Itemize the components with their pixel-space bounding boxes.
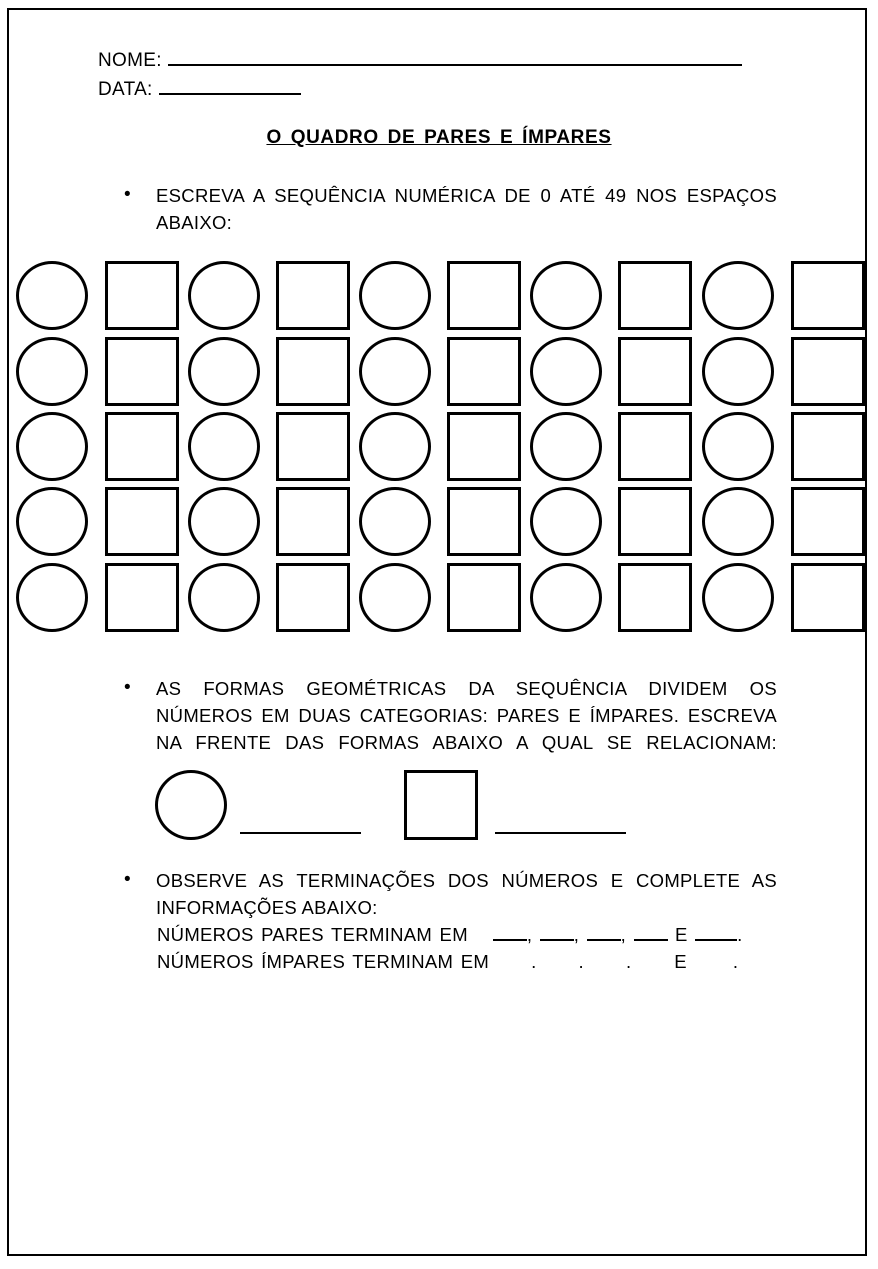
circle-answer-cell[interactable] <box>16 261 88 330</box>
square-answer-cell[interactable] <box>791 337 865 406</box>
odd-endings-label: NÚMEROS ÍMPARES TERMINAM EM <box>157 951 490 972</box>
name-input-line[interactable] <box>168 46 742 66</box>
even-blank-3[interactable] <box>587 923 621 941</box>
bullet-3: • <box>124 869 131 890</box>
instruction-2 <box>156 675 777 756</box>
square-answer-cell[interactable] <box>618 487 692 556</box>
square-answer-cell[interactable] <box>447 563 521 632</box>
circle-answer-cell[interactable] <box>359 487 431 556</box>
circle-answer-cell[interactable] <box>702 261 774 330</box>
square-answer-cell[interactable] <box>105 412 179 481</box>
square-answer-cell[interactable] <box>447 337 521 406</box>
square-answer-cell[interactable] <box>105 563 179 632</box>
square-answer-cell[interactable] <box>276 487 350 556</box>
instruction-3-line-1: OBSERVE AS TERMINAÇÕES DOS NÚMEROS E COMPLETE AS <box>156 870 777 891</box>
even-blank-1[interactable] <box>493 923 527 941</box>
name-field-row <box>98 46 742 72</box>
circle-answer-cell[interactable] <box>188 337 260 406</box>
square-answer-cell[interactable] <box>276 261 350 330</box>
odd-blank-4[interactable]: . <box>732 951 739 972</box>
square-answer-cell[interactable] <box>791 412 865 481</box>
square-answer-cell[interactable] <box>447 412 521 481</box>
circle-answer-cell[interactable] <box>530 487 602 556</box>
square-answer-cell[interactable] <box>447 487 521 556</box>
square-answer-blank[interactable] <box>495 830 626 834</box>
square-answer-cell[interactable] <box>618 261 692 330</box>
odd-blank-1[interactable]: . <box>531 951 537 972</box>
instruction-1 <box>156 182 777 236</box>
square-answer-cell[interactable] <box>618 337 692 406</box>
circle-answer-cell[interactable] <box>702 412 774 481</box>
comma: , <box>526 924 533 945</box>
instruction-1-line-1: ESCREVA A SEQUÊNCIA NUMÉRICA DE 0 ATÉ 49 NOS ESPAÇOS <box>156 185 777 206</box>
bullet-1: • <box>124 184 131 205</box>
square-answer-cell[interactable] <box>791 261 865 330</box>
circle-answer-cell[interactable] <box>188 487 260 556</box>
even-blank-5[interactable] <box>695 923 737 941</box>
instruction-2-line-3: NA FRENTE DAS FORMAS ABAIXO A QUAL SE RELACIONAM: <box>156 732 777 753</box>
comma: , <box>620 924 627 945</box>
odd-blank-3[interactable]: . <box>625 951 632 972</box>
even-blank-2[interactable] <box>540 923 574 941</box>
date-input-line[interactable] <box>159 75 301 95</box>
square-answer-cell[interactable] <box>276 337 350 406</box>
date-label: DATA: <box>98 79 153 100</box>
circle-answer-cell[interactable] <box>530 337 602 406</box>
name-label: NOME: <box>98 50 162 71</box>
square-answer-cell[interactable] <box>105 261 179 330</box>
circle-answer-cell[interactable] <box>359 563 431 632</box>
square-answer-cell[interactable] <box>105 337 179 406</box>
legend-square <box>404 770 478 840</box>
circle-answer-cell[interactable] <box>530 412 602 481</box>
instruction-1-line-2: ABAIXO: <box>156 212 233 233</box>
instruction-3 <box>156 867 777 921</box>
even-connector: E <box>674 924 688 945</box>
circle-answer-cell[interactable] <box>16 563 88 632</box>
circle-answer-cell[interactable] <box>702 563 774 632</box>
circle-answer-cell[interactable] <box>16 412 88 481</box>
square-answer-cell[interactable] <box>276 412 350 481</box>
instruction-2-line-1: AS FORMAS GEOMÉTRICAS DA SEQUÊNCIA DIVIDEM OS <box>156 678 777 699</box>
square-answer-cell[interactable] <box>618 412 692 481</box>
even-blank-4[interactable] <box>634 923 668 941</box>
even-endings-label: NÚMEROS PARES TERMINAM EM <box>157 924 468 945</box>
circle-answer-cell[interactable] <box>16 337 88 406</box>
circle-answer-cell[interactable] <box>188 412 260 481</box>
circle-answer-cell[interactable] <box>702 487 774 556</box>
date-field-row <box>98 75 301 101</box>
circle-answer-cell[interactable] <box>359 337 431 406</box>
period: . <box>737 924 743 945</box>
comma: , <box>573 924 580 945</box>
square-answer-cell[interactable] <box>105 487 179 556</box>
circle-answer-cell[interactable] <box>188 563 260 632</box>
circle-answer-blank[interactable] <box>240 830 361 834</box>
circle-answer-cell[interactable] <box>16 487 88 556</box>
circle-answer-cell[interactable] <box>702 337 774 406</box>
instruction-2-line-2: NÚMEROS EM DUAS CATEGORIAS: PARES E ÍMPARES. ESCREVA <box>156 705 777 726</box>
circle-answer-cell[interactable] <box>188 261 260 330</box>
circle-answer-cell[interactable] <box>530 563 602 632</box>
legend-circle <box>155 770 227 840</box>
bullet-2: • <box>124 677 131 698</box>
circle-answer-cell[interactable] <box>359 412 431 481</box>
circle-answer-cell[interactable] <box>530 261 602 330</box>
square-answer-cell[interactable] <box>447 261 521 330</box>
square-answer-cell[interactable] <box>276 563 350 632</box>
square-answer-cell[interactable] <box>791 487 865 556</box>
odd-endings-row <box>157 951 738 973</box>
odd-connector: E <box>674 951 687 972</box>
worksheet-title: O QUADRO DE PARES E ÍMPARES <box>266 127 612 148</box>
square-answer-cell[interactable] <box>618 563 692 632</box>
odd-blank-2[interactable]: . <box>578 951 584 972</box>
square-answer-cell[interactable] <box>791 563 865 632</box>
circle-answer-cell[interactable] <box>359 261 431 330</box>
even-endings-row <box>157 923 743 946</box>
instruction-3-line-2: INFORMAÇÕES ABAIXO: <box>156 897 378 918</box>
